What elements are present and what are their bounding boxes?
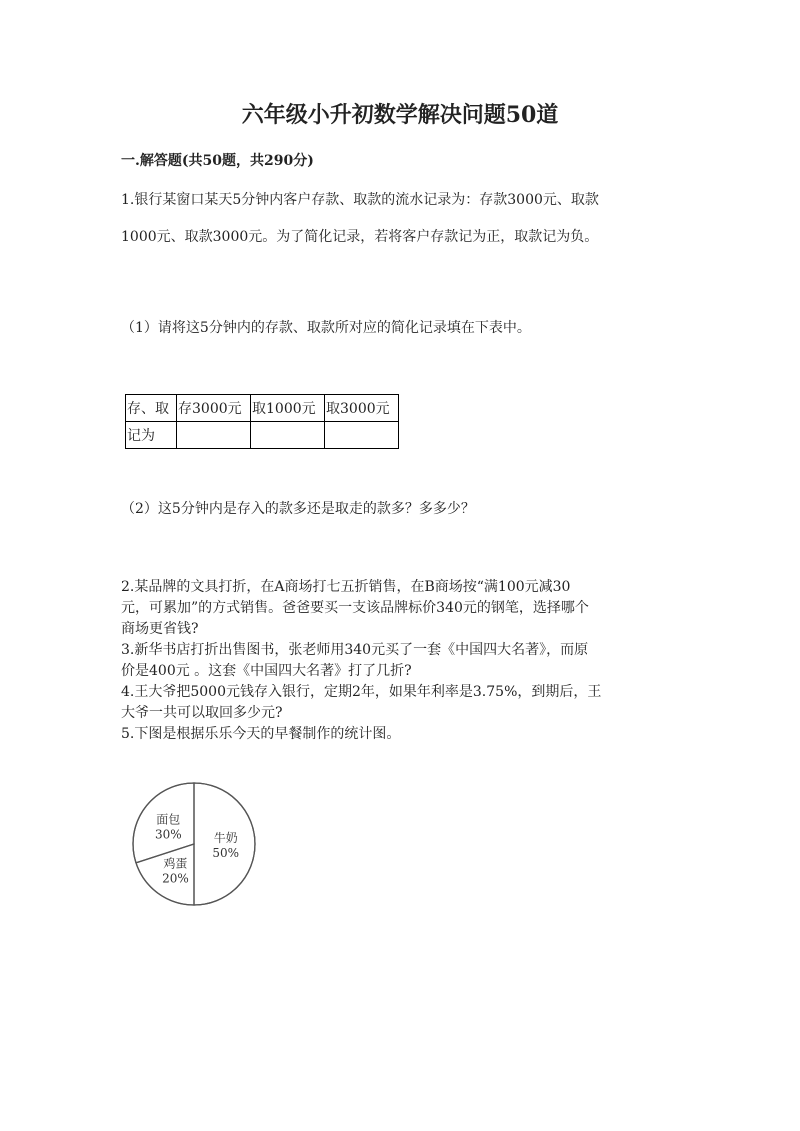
q2-line2: 元，可累加”的方式销售。爸爸要买一支该品牌标价340元的钢笔，选择哪个 [121,600,589,616]
pie-label: 面包 [156,812,181,827]
pie-label: 牛奶 [213,831,238,845]
q4-line1: 4.王大爷把5000元钱存入银行，定期2年，如果年利率是3.75%，到期后，王 [121,684,602,700]
answer-cell[interactable] [251,422,325,449]
pie-value-label: 20% [162,871,189,886]
q5-line1: 5.下图是根据乐乐今天的早餐制作的统计图。 [121,726,401,742]
table-row [126,395,399,422]
q2-line1: 2.某品牌的文具打折，在A商场打七五折销售，在B商场按“满100元减30 [121,579,571,595]
q4-line2: 大爷一共可以取回多少元? [121,705,283,721]
q1-line2: 1000元、取款3000元。为了简化记录，若将客户存款记为正，取款记为负。 [121,229,599,245]
pie-value-label: 30% [154,827,182,842]
q1-line1: 1.银行某窗口某天5分钟内客户存款、取款的流水记录为：存款3000元、取款 [121,192,599,208]
table-row-label: 记为 [126,422,177,449]
q3-line2: 价是400元 。这套《中国四大名著》打了几折? [121,663,412,679]
q3-line1: 3.新华书店打折出售图书，张老师用340元买了一套《中国四大名著》，而原 [121,642,589,658]
record-table [125,394,399,449]
table-header-cell: 取3000元 [325,395,399,422]
page-title: 六年级小升初数学解决问题50道 [241,102,559,128]
answer-cell[interactable] [177,422,251,449]
answer-cell[interactable] [325,422,399,449]
pie-value-label: 50% [212,846,240,860]
table-row [126,422,399,449]
table-header-cell: 存3000元 [177,395,251,422]
table-header-cell: 取1000元 [251,395,325,422]
section-heading: 一.解答题(共50题，共290分) [121,153,314,169]
pie-label: 鸡蛋 [163,856,188,871]
q1-part1: （1）请将这5分钟内的存款、取款所对应的简化记录填在下表中。 [121,320,531,336]
q1-part2: （2）这5分钟内是存入的款多还是取走的款多？多多少？ [121,501,475,517]
breakfast-pie-chart [128,782,268,912]
table-header-cell: 存、取 [126,395,177,422]
q2-line3: 商场更省钱? [121,621,199,637]
